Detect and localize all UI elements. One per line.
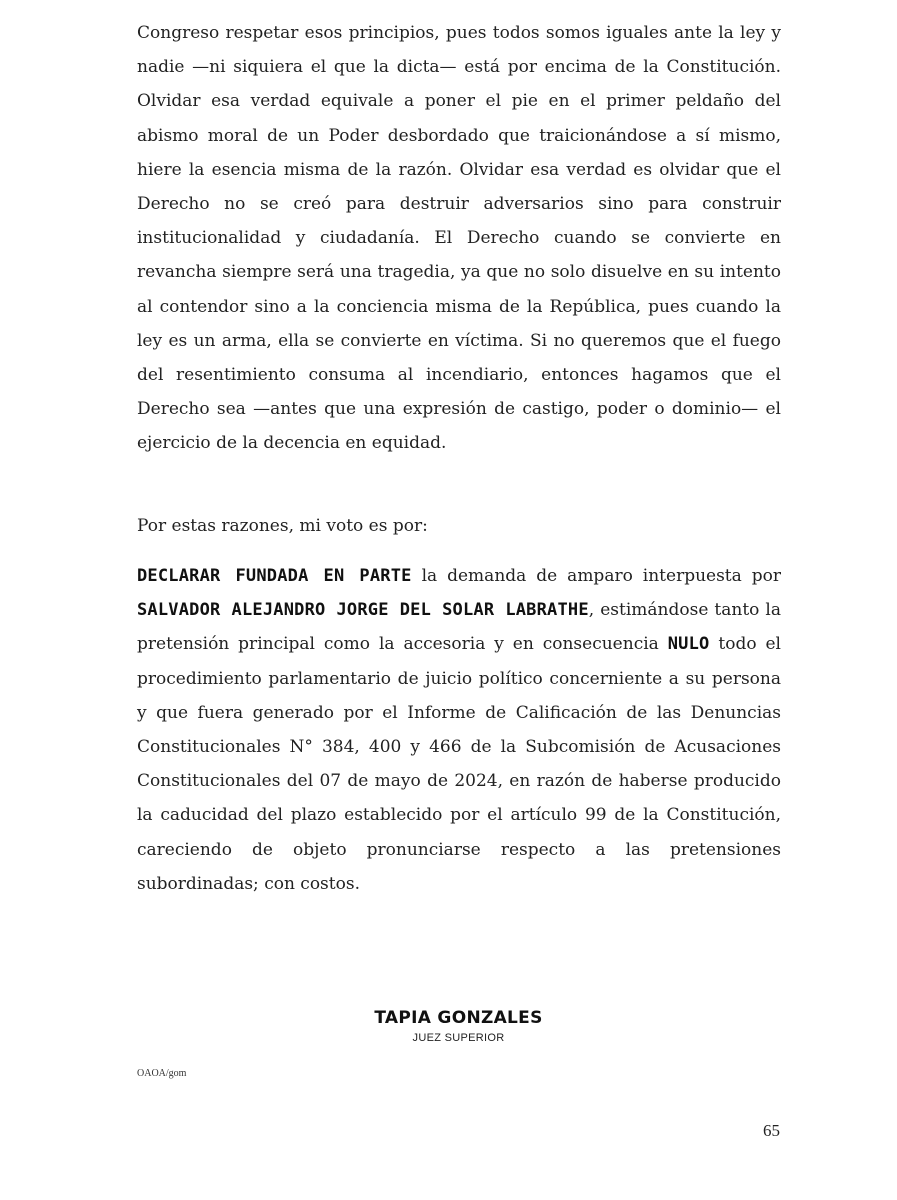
ruling-paragraph — [137, 559, 781, 901]
signature-role: JUEZ SUPERIOR — [412, 1032, 505, 1044]
signature-name: TAPIA GONZALES — [374, 1008, 543, 1028]
vote-intro-paragraph: Por estas razones, mi voto es por: — [137, 516, 428, 536]
plaintiff-name: SALVADOR ALEJANDRO JORGE DEL SOLAR LABRATHE — [137, 600, 589, 621]
body-paragraph: Congreso respetar esos principios, pues todos somos iguales ante la ley y nadie —ni siquiera el que la dicta— está por encima de la Constitución. Olvidar esa verdad equivale a poner el pie en el primer peldaño del abismo moral de un Poder desbordado que traicionándose a sí mismo, hiere la esencia misma de la razón. Olvidar esa verdad es olvidar que el Derecho no se creó para destruir adversarios sino para construir institucionalidad y ciudadanía. El Derecho cuando se convierte en revancha siempre será una tragedia, ya que no solo disuelve en su intento al contendor sino a la conciencia misma de la República, pues cuando la ley es un arma, ella se convierte en víctima. Si no queremos que el fuego del resentimiento consuma al incendiario, entonces hagamos que el Derecho sea —antes que una expresión de castigo, poder o dominio— el ejercicio de la decencia en equidad. — [137, 23, 781, 454]
reference-initials: OAOA/gom — [137, 1068, 187, 1079]
ruling-text: todo el procedimiento parlamentario de juicio político concerniente a su persona y que fuera generado por el Informe de Calificación de las Denuncias Constitucionales N° 384, 400 y 466 de la Subcomisión de Acusaciones Constitucionales del 07 de mayo de 2024, en razón de haberse producido la caducidad del plazo establecido por el artículo 99 de la Constitución, careciendo de objeto pronunciarse respecto a las pretensiones subordinadas; con costos. — [137, 634, 781, 894]
ruling-text: la demanda de amparo interpuesta por — [411, 566, 781, 586]
page-number: 65 — [763, 1121, 780, 1140]
ruling-nullity: NULO — [667, 634, 710, 655]
ruling-declaration: DECLARAR FUNDADA EN PARTE — [137, 566, 412, 586]
ruling-text: , estimándose tanto la pretensión principal como la accesoria y en consecuencia — [137, 600, 781, 655]
